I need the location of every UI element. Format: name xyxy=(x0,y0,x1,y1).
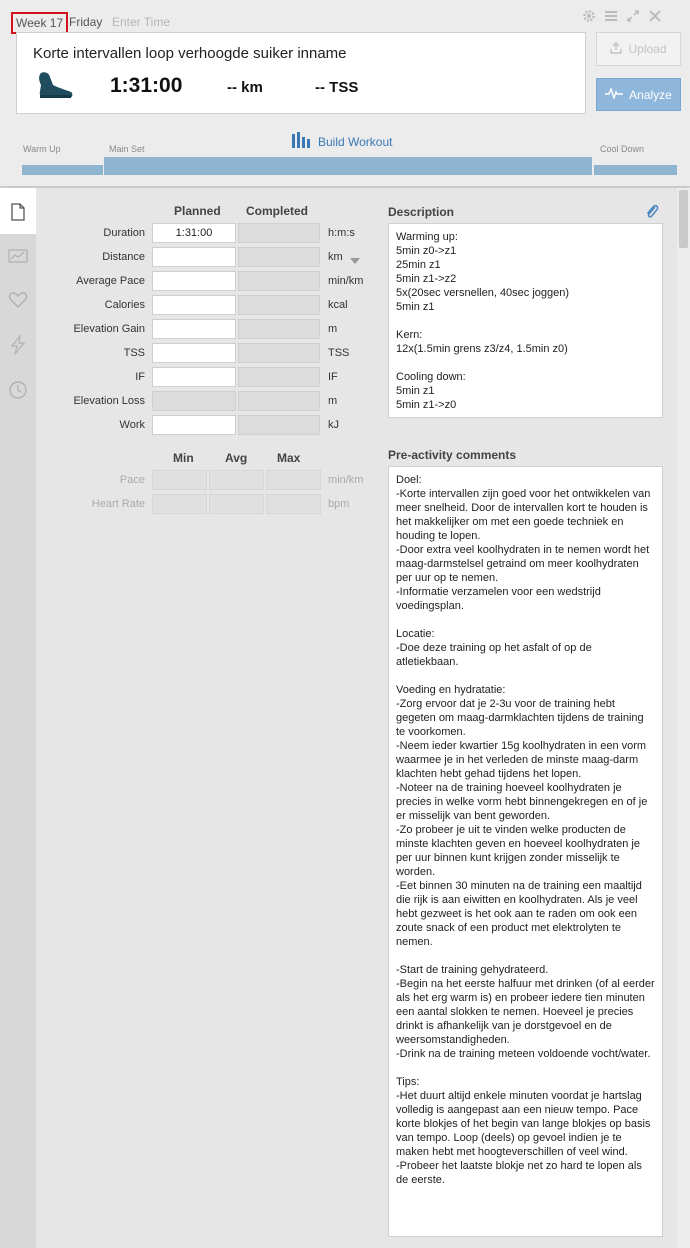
unit-average-pace: min/km xyxy=(328,275,364,287)
expand-icon[interactable] xyxy=(626,9,640,23)
close-icon[interactable] xyxy=(648,9,662,23)
row-label-elevation-loss: Elevation Loss xyxy=(73,395,145,407)
work-completed-input[interactable] xyxy=(238,415,320,435)
build-workout-link[interactable] xyxy=(292,132,392,151)
elevation-loss-planned-input xyxy=(152,391,236,411)
pre-activity-comments-textarea[interactable]: Doel: -Korte intervallen zijn goed voor het ontwikkelen van meer snelheid. Door de intervallen kort te houden is het makkelijker om met een goede techniek en houding te lopen. -Door extra veel koolhydraten in te nemen wordt het maag-darmstelsel getraind om meer koolhydraten per uur op te nemen. -Informatie verzamelen voor een wedstrijd voedingsplan. Locatie: -Doe deze training op het asfalt of op de atletiekbaan. Voeding en hydratatie: -Zorg ervoor dat je 2-3u voor de training hebt gegeten om maag-darmklachten tijdens de training te voorkomen. -Neem ieder kwartier 15g koolhydraten in een vorm waarmee je in het verleden de minste maag-darm klachten hebt gehad tijdens het lopen. -Noteer na de training hoeveel koolhydraten je precies in welke vorm hebt binnengekregen en of je er misselijk van bent geworden. -Zo probeer je uit te vinden welke producten de minste klachten geven en hoeveel koolhydraten je per uur binnen kunt krijgen zonder misselijk te worden. -Eet binnen 30 minuten na de training een maaltijd die rijk is aan eiwitten en koolhydraten. Als je veel hebt gezweet is het ook aan te raden om ook een zoute snack of een product met elektrolyten te nemen. -Start de training gehydrateerd. -Begin na het eerste halfuur met drinken (of al eerder als het erg warm is) en probeer iedere tien minuten een aantal slokken te nemen. Hoeveel je precies drinkt is afhankelijk van je dorstgevoel en de weersomstandigheden. -Drink na de training meteen voldoende vocht/water. Tips: -Het duurt altijd enkele minuten voordat je hartslag volledig is aangepast aan een nieuw tempo. Pace korte blokjes of het begin van lange blokjes op basis van tempo. Loop (deels) op gevoel indien je te maken hebt met hoogteverschillen of veel wind. -Probeer het laatste blokje net zo hard te lopen als de eerste. xyxy=(388,466,663,1237)
unit-distance[interactable]: km xyxy=(328,251,343,263)
phase-main-set: Main Set xyxy=(109,144,145,154)
workout-summary-card xyxy=(16,32,586,114)
elevation-loss-completed-input[interactable] xyxy=(238,391,320,411)
scrollbar-thumb[interactable] xyxy=(679,190,688,248)
warm-up-bar[interactable] xyxy=(22,165,103,175)
row-label-work: Work xyxy=(119,419,145,431)
duration-completed-input[interactable] xyxy=(238,223,320,243)
distance-value: -- km xyxy=(227,79,263,96)
upload-button[interactable] xyxy=(596,32,681,66)
cool-down-bar[interactable] xyxy=(594,165,677,175)
analyze-label: Analyze xyxy=(629,87,672,102)
unit-pace-range: min/km xyxy=(328,474,364,486)
comments-heading: Pre-activity comments xyxy=(388,448,517,462)
upload-icon xyxy=(610,42,622,57)
calories-planned-input[interactable] xyxy=(152,295,236,315)
row-label-duration: Duration xyxy=(103,227,145,239)
analyze-button[interactable] xyxy=(596,78,681,111)
row-label-if: IF xyxy=(135,371,145,383)
day-label: Friday xyxy=(69,15,103,29)
row-label-pace-range: Pace xyxy=(119,474,145,486)
window-controls xyxy=(582,9,662,23)
average-pace-planned-input[interactable] xyxy=(152,271,236,291)
upload-label: Upload xyxy=(628,42,667,56)
duration-value: 1:31:00 xyxy=(110,74,183,97)
main-set-bar[interactable] xyxy=(104,157,592,175)
heart-rate-max-input xyxy=(266,494,321,514)
distance-planned-input[interactable] xyxy=(152,247,236,267)
unit-calories: kcal xyxy=(328,299,348,311)
pace-max-input xyxy=(266,470,321,490)
document-icon[interactable] xyxy=(8,202,28,222)
work-planned-input[interactable] xyxy=(152,415,236,435)
row-label-tss: TSS xyxy=(123,347,145,359)
unit-elevation-gain: m xyxy=(328,323,338,335)
chart-icon[interactable] xyxy=(8,246,28,266)
avg-header: Avg xyxy=(225,451,248,465)
tss-planned-input[interactable] xyxy=(152,343,236,363)
unit-work: kJ xyxy=(328,419,339,431)
unit-duration: h:m:s xyxy=(328,227,355,239)
pace-min-input xyxy=(152,470,207,490)
unit-dropdown-icon[interactable] xyxy=(350,252,360,270)
workout-title[interactable]: Korte intervallen loop verhoogde suiker inname xyxy=(33,45,347,62)
planned-header: Planned xyxy=(174,204,221,218)
lightning-icon[interactable] xyxy=(8,335,28,355)
unit-heart-rate: bpm xyxy=(328,498,350,510)
unit-tss: TSS xyxy=(328,347,350,359)
description-heading: Description xyxy=(388,205,455,219)
distance-completed-input[interactable] xyxy=(238,247,320,267)
duration-planned-input[interactable]: 1:31:00 xyxy=(152,223,236,243)
workout-header xyxy=(0,0,690,187)
phase-cool-down: Cool Down xyxy=(600,144,645,154)
row-label-calories: Calories xyxy=(104,299,145,311)
if-planned-input[interactable] xyxy=(152,367,236,387)
average-pace-completed-input[interactable] xyxy=(238,271,320,291)
tss-completed-input[interactable] xyxy=(238,343,320,363)
row-label-average-pace: Average Pace xyxy=(76,275,145,287)
row-label-heart-rate: Heart Rate xyxy=(91,498,145,510)
pulse-icon xyxy=(605,87,623,102)
enter-time-link[interactable]: Enter Time xyxy=(112,15,171,29)
tss-value: -- TSS xyxy=(315,79,359,96)
heart-rate-avg-input xyxy=(209,494,264,514)
unit-if: IF xyxy=(328,371,338,383)
scrollbar-track[interactable] xyxy=(677,188,690,1248)
elevation-gain-completed-input[interactable] xyxy=(238,319,320,339)
menu-icon[interactable] xyxy=(604,9,618,23)
clock-icon[interactable] xyxy=(8,380,28,400)
row-label-distance: Distance xyxy=(102,251,145,263)
calories-completed-input[interactable] xyxy=(238,295,320,315)
row-label-elevation-gain: Elevation Gain xyxy=(73,323,145,335)
if-completed-input[interactable] xyxy=(238,367,320,387)
running-shoe-icon xyxy=(35,71,75,106)
build-workout-label: Build Workout xyxy=(318,134,393,149)
heart-icon[interactable] xyxy=(8,290,28,310)
completed-header: Completed xyxy=(246,204,309,218)
min-header: Min xyxy=(173,451,194,465)
elevation-gain-planned-input[interactable] xyxy=(152,319,236,339)
description-textarea[interactable]: Warming up: 5min z0->z1 25min z1 5min z1->z2 5x(20sec versnellen, 40sec joggen) 5min z1 Kern: 12x(1.5min grens z3/z4, 1.5min z0) Cooling down: 5min z1 5min z1->z0 xyxy=(388,223,663,418)
bar-chart-icon xyxy=(292,132,312,151)
week-label[interactable]: Week 17 xyxy=(11,12,68,34)
heart-rate-min-input xyxy=(152,494,207,514)
unit-elevation-loss: m xyxy=(328,395,338,407)
phase-warm-up: Warm Up xyxy=(23,144,61,154)
max-header: Max xyxy=(277,451,301,465)
gear-icon[interactable] xyxy=(582,9,596,23)
pace-avg-input xyxy=(209,470,264,490)
